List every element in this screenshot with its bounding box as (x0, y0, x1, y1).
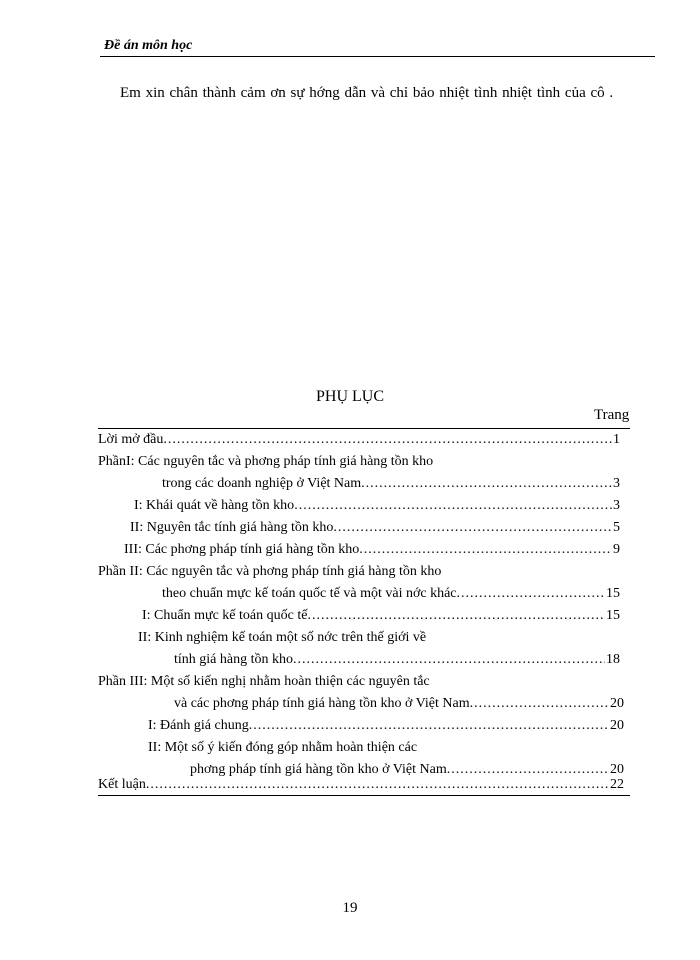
toc-entry: I: Khái quát về hàng tồn kho ..... 3 (134, 495, 620, 517)
toc-entry: và các phơng pháp tính giá hàng tồn kho ở Việt Nam ..... 20 (174, 693, 624, 715)
toc-entry: Lời mở đầu ..... 1 (98, 429, 620, 451)
toc-entry: phơng pháp tính giá hàng tồn kho ở Việt Nam ..... 20 (190, 759, 624, 781)
toc-entry: PhầnI: Các nguyên tắc và phơng pháp tính giá hàng tồn kho (98, 454, 434, 469)
toc-page-column-label: Trang (594, 407, 630, 423)
toc-entry: trong các doanh nghiệp ở Việt Nam ..... 3 (162, 473, 620, 495)
toc-entry: I: Đánh giá chung ..... 20 (148, 715, 624, 737)
toc-entry: II: Nguyên tắc tính giá hàng tồn kho ..... 5 (130, 517, 620, 539)
toc-entry: I: Chuẩn mực kế toán quốc tế ..... 15 (142, 605, 620, 627)
page-number: 19 (342, 900, 358, 916)
header-title: Đề án môn học (104, 38, 193, 53)
toc-entry: theo chuẩn mực kế toán quốc tế và một vài nớc khác ..... 15 (162, 583, 620, 605)
toc-bottom-rule (98, 795, 630, 796)
toc-entry: Phần III: Một số kiến nghị nhằm hoàn thiện các nguyên tắc (98, 674, 430, 689)
toc-entry: II: Kinh nghiệm kế toán một số nớc trên thế giới về (138, 630, 427, 645)
page-header (100, 38, 655, 57)
toc-entry: III: Các phơng pháp tính giá hàng tồn kho ..... 9 (124, 539, 620, 561)
table-of-contents (98, 428, 630, 796)
toc-entry: Kết luận ..... 22 (98, 774, 624, 796)
acknowledgement-paragraph: Em xin chân thành cảm ơn sự hớng dẫn và chỉ bảo nhiệt tình nhiệt tình của cô . (120, 85, 614, 101)
toc-entry: II: Một số ý kiến đóng góp nhằm hoàn thiện các (148, 740, 418, 755)
toc-entry: Phần II: Các nguyên tắc và phơng pháp tính giá hàng tồn kho (98, 564, 442, 579)
toc-entry: tính giá hàng tồn kho ..... 18 (174, 649, 620, 671)
toc-title: PHỤ LỤC (315, 388, 384, 405)
